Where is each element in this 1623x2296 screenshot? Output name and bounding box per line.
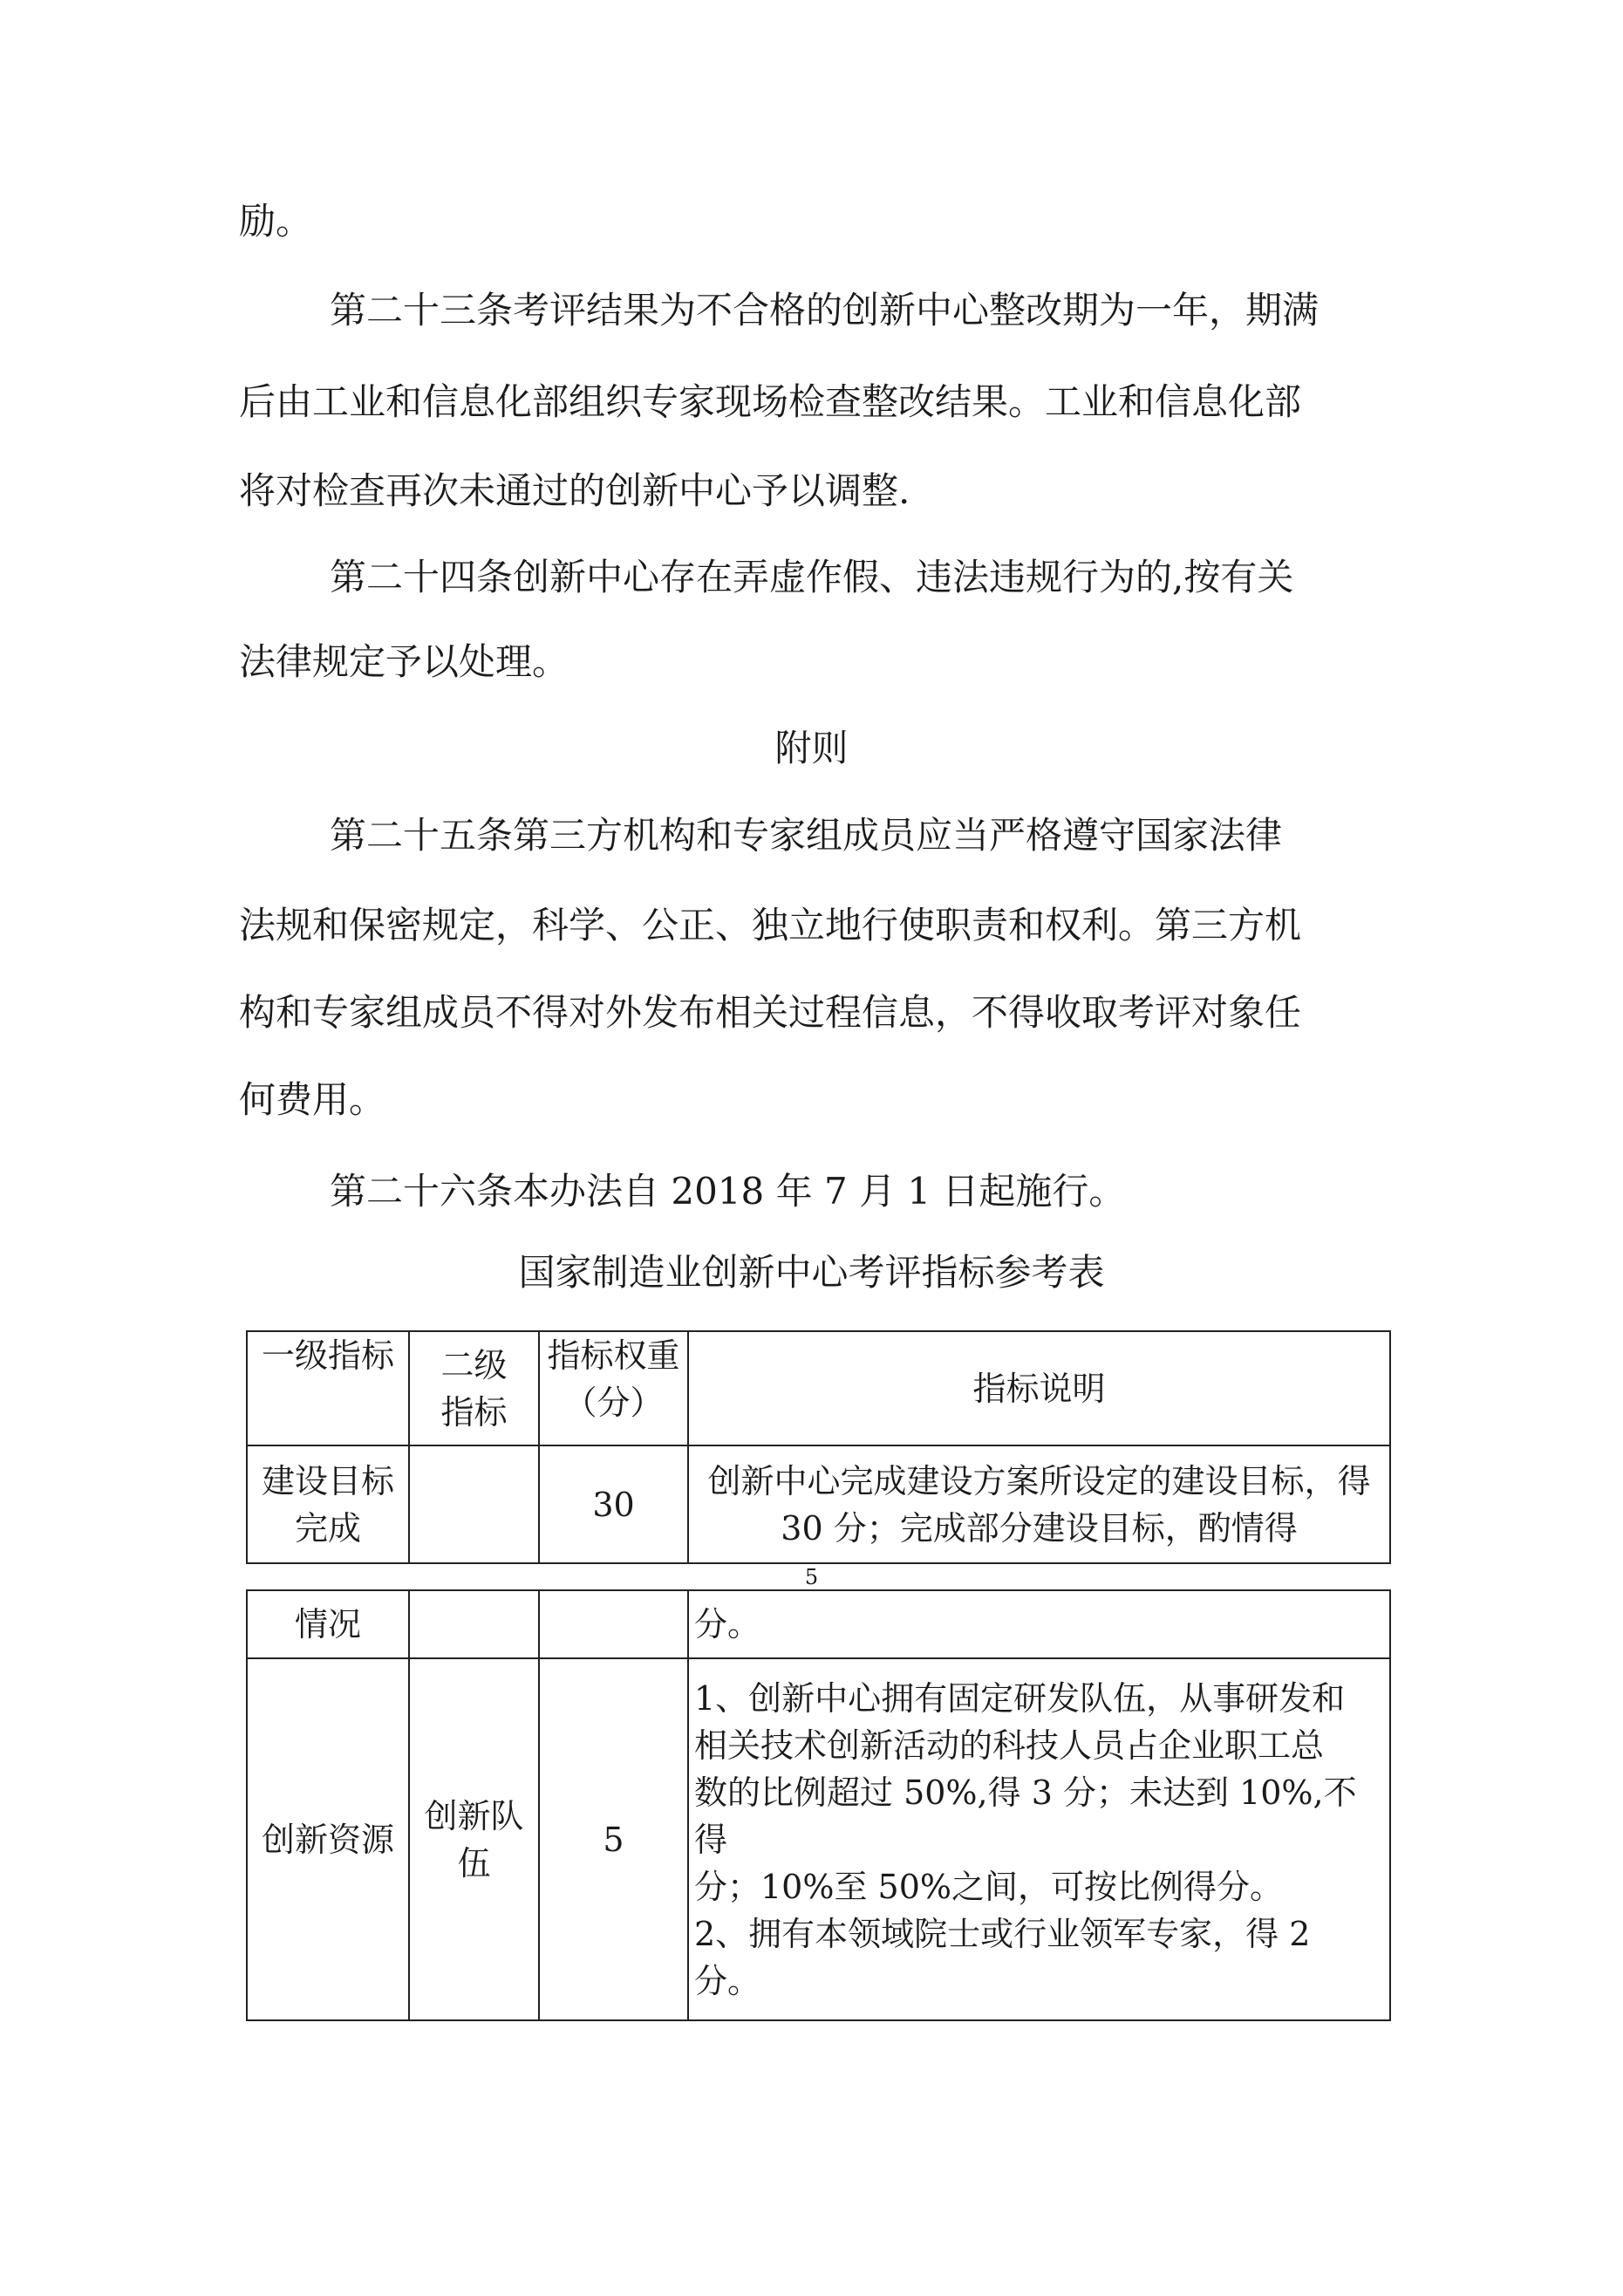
paragraph-line: 第二十四条创新中心存在弄虚作假、违法违规行为的,按有关 bbox=[330, 556, 1294, 598]
table-header-row bbox=[247, 1331, 1390, 1445]
cell-level1: 完成 bbox=[294, 1508, 361, 1548]
cell-level2: 创新队 bbox=[424, 1796, 524, 1835]
header-level1: 一级指标 bbox=[261, 1336, 394, 1375]
cell-desc-line: 分；10%至 50%之间，可按比例得分。 bbox=[694, 1868, 1284, 1906]
cell-desc: 30 分；完成部分建设目标，酌情得 bbox=[781, 1508, 1298, 1548]
header-weight: （分） bbox=[563, 1384, 664, 1422]
table-row bbox=[247, 1590, 1390, 1658]
table-cell: 5 bbox=[539, 1658, 688, 2020]
table-cell bbox=[539, 1590, 688, 1658]
paragraph-line: 法规和保密规定，科学、公正、独立地行使职责和权利。第三方机 bbox=[239, 904, 1302, 946]
paragraph-line: 第二十六条本办法自 2018 年 7 月 1 日起施行。 bbox=[330, 1170, 1126, 1213]
header-level2: 指标 bbox=[440, 1392, 508, 1432]
table-cell: 情况 bbox=[247, 1590, 409, 1658]
cell-desc-line: 数的比例超过 50%,得 3 分；未达到 10%,不得 bbox=[694, 1773, 1357, 1859]
cell-desc-line: 2、拥有本领域院士或行业领军专家，得 2 分。 bbox=[694, 1915, 1311, 2000]
header-weight: 指标权重 bbox=[547, 1336, 680, 1375]
paragraph-line: 构和专家组成员不得对外发布相关过程信息，不得收取考评对象任 bbox=[239, 991, 1302, 1034]
table-cell bbox=[247, 1445, 409, 1563]
paragraph-line: 何费用。 bbox=[239, 1078, 386, 1121]
table-cell bbox=[409, 1590, 539, 1658]
header-cell bbox=[409, 1331, 539, 1445]
indicator-table-part2 bbox=[246, 1589, 1391, 2021]
header-level2: 二级 bbox=[440, 1345, 508, 1384]
table-cell: 创新资源 bbox=[247, 1658, 409, 2020]
paragraph-line: 第二十五条第三方机构和专家组成员应当严格遵守国家法律 bbox=[330, 814, 1283, 857]
table-cell: 分。 bbox=[688, 1590, 1390, 1658]
paragraph-line: 励。 bbox=[239, 200, 313, 243]
header-cell bbox=[247, 1331, 409, 1445]
paragraph-line: 后由工业和信息化部组织专家现场检查整改结果。工业和信息化部 bbox=[239, 380, 1302, 423]
table-row bbox=[247, 1658, 1390, 2020]
header-cell bbox=[688, 1331, 1390, 1445]
table-cell bbox=[688, 1658, 1390, 2020]
table-title: 国家制造业创新中心考评指标参考表 bbox=[518, 1251, 1105, 1294]
header-cell bbox=[539, 1331, 688, 1445]
section-heading: 附则 bbox=[774, 727, 849, 769]
table-row bbox=[247, 1445, 1390, 1563]
paragraph-line: 第二十三条考评结果为不合格的创新中心整改期为一年，期满 bbox=[330, 289, 1320, 331]
cell-desc-line: 相关技术创新活动的科技人员占企业职工总 bbox=[694, 1726, 1325, 1765]
cell-desc-line: 1、创新中心拥有固定研发队伍，从事研发和 bbox=[694, 1679, 1346, 1718]
paragraph-line: 将对检查再次未通过的创新中心予以调整. bbox=[239, 469, 910, 512]
indicator-table-part1 bbox=[246, 1330, 1391, 1564]
table-cell bbox=[688, 1445, 1390, 1563]
cell-level2: 伍 bbox=[457, 1843, 491, 1883]
cell-desc: 创新中心完成建设方案所设定的建设目标，得 bbox=[707, 1461, 1371, 1500]
header-desc: 指标说明 bbox=[972, 1369, 1106, 1408]
table-cell bbox=[409, 1445, 539, 1563]
table-cell: 30 bbox=[539, 1445, 688, 1563]
cell-level1: 建设目标 bbox=[261, 1461, 394, 1500]
page-number: 5 bbox=[804, 1565, 819, 1589]
paragraph-line: 法律规定予以处理。 bbox=[239, 640, 569, 683]
table-cell bbox=[409, 1658, 539, 2020]
